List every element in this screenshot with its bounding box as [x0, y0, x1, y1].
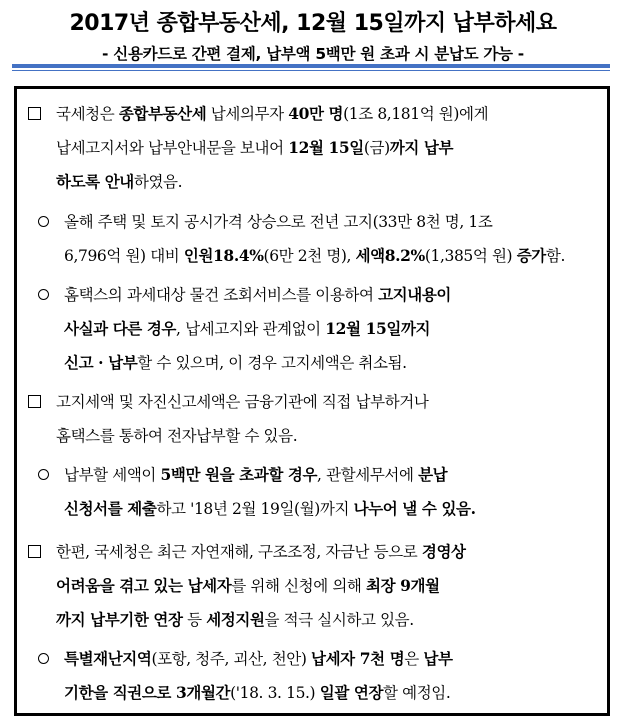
- paragraph-line: [56, 136, 453, 158]
- emphasis-text: 12월 15일까지: [325, 319, 431, 338]
- paragraph-line: [56, 424, 297, 446]
- square-bullet-icon: [28, 107, 41, 120]
- body-text: (1조 8,181억 원): [343, 105, 460, 123]
- body-text: 할 수 있으며, 이 경우 고지세액은 취소됨.: [137, 354, 407, 372]
- circle-bullet-icon: [38, 216, 49, 227]
- body-text: 납부할 세액이: [64, 466, 161, 484]
- body-text: 올해 주택 및 토지 공시가격 상승으로 전년 고지(33만 8천 명, 1조: [64, 213, 493, 231]
- paragraph: [64, 283, 601, 385]
- body-text: 할 예정임.: [383, 684, 451, 702]
- paragraph: [64, 210, 601, 278]
- paragraph-line: [64, 351, 407, 373]
- paragraph-line: [56, 170, 182, 192]
- square-bullet-icon: [28, 395, 41, 408]
- body-text: 에게: [459, 105, 489, 123]
- body-text: (1,385억 원): [424, 247, 517, 265]
- body-text: 국세청은: [56, 105, 119, 123]
- body-text: , 납세고지와 관계없이: [176, 320, 326, 338]
- emphasis-text: 일괄 연장: [319, 683, 384, 702]
- emphasis-text: 나누어 낼 수 있음.: [353, 499, 476, 518]
- paragraph-line: [64, 463, 447, 485]
- emphasis-text: 납세자 7천 명: [311, 649, 405, 668]
- body-text: 납세의무자: [206, 105, 289, 123]
- body-text: 납세고지서와 납부안내문을 보내어: [56, 139, 289, 157]
- emphasis-text: 세액8.2%: [355, 246, 425, 265]
- emphasis-text: 사실과 다른 경우: [64, 319, 177, 338]
- emphasis-text: 분납: [418, 465, 448, 484]
- emphasis-text: 경영상: [421, 542, 466, 561]
- body-text: ('18. 3. 15.): [230, 684, 320, 702]
- paragraph: [64, 647, 601, 715]
- body-text: 홈택스의 과세대상 물건 조회서비스를 이용하여: [64, 286, 379, 304]
- paragraph: [56, 540, 601, 642]
- page-subtitle: - 신용카드로 간편 결제, 납부액 5백만 원 초과 시 분납도 가능 -: [102, 45, 524, 63]
- paragraph-line: [64, 497, 476, 519]
- emphasis-text: 5백만 원을 초과할 경우: [160, 465, 318, 484]
- body-text: 함.: [545, 247, 565, 265]
- paragraph-line: [64, 283, 451, 305]
- page-title: 2017년 종합부동산세, 12월 15일까지 납부하세요: [69, 11, 557, 36]
- body-text: (금): [363, 139, 390, 157]
- body-text: 고지세액 및 자진신고세액은 금융기관에 직접 납부하거나: [56, 393, 429, 411]
- body-text: 등: [182, 611, 207, 629]
- emphasis-text: 기한을 직권으로 3개월간: [64, 683, 231, 702]
- emphasis-text: 까지 납부기한 연장: [56, 610, 183, 629]
- emphasis-text: 최장 9개월: [366, 576, 440, 595]
- paragraph: [64, 463, 601, 531]
- paragraph-line: [64, 244, 565, 266]
- body-text: 6,796억 원) 대비: [64, 247, 184, 265]
- body-text: (6만 2천 명),: [263, 247, 356, 265]
- body-text: 한편, 국세청은 최근 자연재해, 구조조정, 자금난 등으로: [56, 543, 422, 561]
- title-rule-thick: [12, 64, 610, 68]
- paragraph-line: [56, 608, 414, 630]
- body-text: (포항, 청주, 괴산, 천안): [151, 650, 312, 668]
- emphasis-text: 40만 명: [288, 104, 344, 123]
- emphasis-text: 특별재난지역: [64, 649, 152, 668]
- emphasis-text: 세정지원: [206, 610, 265, 629]
- paragraph-line: [64, 210, 492, 232]
- paragraph-line: [64, 647, 453, 669]
- body-text: 을 적극 실시하고 있음.: [264, 611, 414, 629]
- emphasis-text: 인원18.4%: [183, 246, 264, 265]
- body-text: 하고 '18년 2월 19일(월)까지: [156, 500, 354, 518]
- emphasis-text: 고지내용이: [378, 285, 451, 304]
- circle-bullet-icon: [38, 289, 49, 300]
- body-text: 하였음.: [133, 173, 183, 191]
- emphasis-text: 까지 납부: [389, 138, 454, 157]
- emphasis-text: 증가: [516, 246, 546, 265]
- emphasis-text: 12월 15일: [288, 138, 364, 157]
- emphasis-text: 신고 · 납부: [64, 353, 138, 372]
- emphasis-text: 신청서를 제출: [64, 499, 157, 518]
- paragraph: [56, 102, 601, 204]
- square-bullet-icon: [28, 545, 41, 558]
- body-text: , 관할세무서에: [317, 466, 419, 484]
- title-rule-thin: [12, 70, 610, 71]
- emphasis-text: 납부: [423, 649, 453, 668]
- paragraph: [56, 390, 601, 458]
- emphasis-text: 어려움을 겪고 있는 납세자: [56, 576, 232, 595]
- circle-bullet-icon: [38, 469, 49, 480]
- paragraph-line: [64, 317, 430, 339]
- paragraph-line: [56, 574, 440, 596]
- paragraph-line: [56, 390, 428, 412]
- body-text: 은: [404, 650, 424, 668]
- body-text: 를 위해 신청에 의해: [231, 577, 366, 595]
- emphasis-text: 종합부동산세: [118, 104, 207, 123]
- paragraph-line: [56, 102, 488, 124]
- body-text: 홈택스를 통하여 전자납부할 수 있음.: [56, 427, 298, 445]
- emphasis-text: 하도록 안내: [56, 172, 134, 191]
- circle-bullet-icon: [38, 653, 49, 664]
- paragraph-line: [56, 540, 466, 562]
- paragraph-line: [64, 681, 450, 703]
